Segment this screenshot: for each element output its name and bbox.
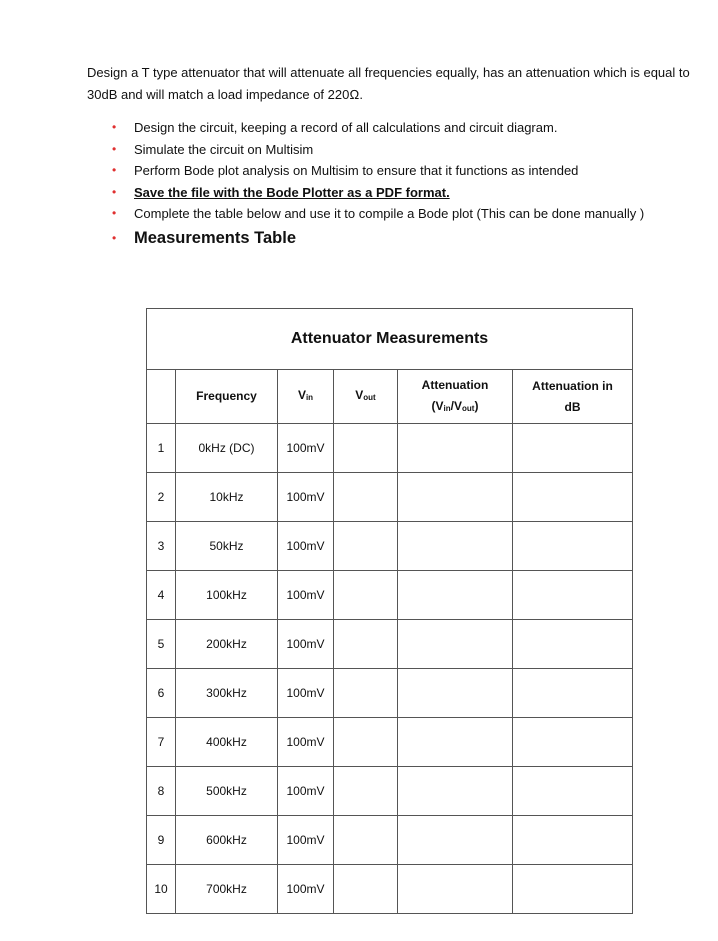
table-row	[147, 522, 633, 571]
intro-paragraph: Design a T type attenuator that will attenuate all frequencies equally, has an attenuation which is equal to 30dB and will match a load impedance of 220Ω.	[87, 65, 690, 102]
task-item-save-pdf: • Save the file with the Bode Plotter as a PDF format.	[106, 182, 706, 204]
cell-vin: 100mV	[278, 620, 334, 669]
cell-attenuation[interactable]	[398, 816, 513, 865]
row-number: 8	[147, 767, 176, 816]
cell-vout[interactable]	[334, 571, 398, 620]
cell-vin: 100mV	[278, 767, 334, 816]
cell-attenuation-db[interactable]	[513, 669, 633, 718]
cell-attenuation-db[interactable]	[513, 816, 633, 865]
row-number: 7	[147, 718, 176, 767]
cell-attenuation[interactable]	[398, 718, 513, 767]
task-item: • Simulate the circuit on Multisim	[106, 139, 706, 161]
task-item: • Complete the table below and use it to compile a Bode plot (This can be done manually )	[106, 203, 706, 225]
cell-attenuation[interactable]	[398, 522, 513, 571]
cell-vout[interactable]	[334, 718, 398, 767]
row-number: 9	[147, 816, 176, 865]
header-attenuation-db: Attenuation in dB	[513, 370, 633, 424]
cell-attenuation-db[interactable]	[513, 473, 633, 522]
cell-vin: 100mV	[278, 816, 334, 865]
cell-frequency: 600kHz	[176, 816, 278, 865]
cell-frequency: 400kHz	[176, 718, 278, 767]
row-number: 5	[147, 620, 176, 669]
table-header-row	[147, 370, 633, 424]
header-vout: $V_{out}$	[334, 370, 398, 424]
cell-vout[interactable]	[334, 620, 398, 669]
row-number: 10	[147, 865, 176, 914]
cell-vout[interactable]	[334, 669, 398, 718]
bullet-icon: •	[112, 120, 117, 134]
cell-frequency: 10kHz	[176, 473, 278, 522]
table-row	[147, 424, 633, 473]
cell-vout[interactable]	[334, 865, 398, 914]
cell-attenuation-db[interactable]	[513, 571, 633, 620]
table-row	[147, 571, 633, 620]
table-row	[147, 473, 633, 522]
table-row	[147, 718, 633, 767]
cell-vout[interactable]	[334, 816, 398, 865]
cell-attenuation[interactable]	[398, 865, 513, 914]
header-vin: $V_{in}$	[278, 370, 334, 424]
cell-attenuation-db[interactable]	[513, 718, 633, 767]
cell-vout[interactable]	[334, 767, 398, 816]
cell-frequency: 700kHz	[176, 865, 278, 914]
bullet-icon: •	[112, 141, 117, 156]
task-item: • Perform Bode plot analysis on Multisim to ensure that it functions as intended	[106, 160, 706, 182]
header-index	[147, 370, 176, 424]
cell-vin: 100mV	[278, 473, 334, 522]
cell-frequency: 100kHz	[176, 571, 278, 620]
cell-frequency: 0kHz (DC)	[176, 424, 278, 473]
task-item-measurements-table: • Measurements Table	[106, 228, 706, 250]
cell-vin: 100mV	[278, 424, 334, 473]
task-list	[106, 117, 706, 249]
cell-attenuation-db[interactable]	[513, 424, 633, 473]
cell-attenuation[interactable]	[398, 669, 513, 718]
row-number: 6	[147, 669, 176, 718]
cell-frequency: 200kHz	[176, 620, 278, 669]
cell-attenuation[interactable]	[398, 424, 513, 473]
row-number: 3	[147, 522, 176, 571]
cell-frequency: 300kHz	[176, 669, 278, 718]
table-row	[147, 767, 633, 816]
cell-vin: 100mV	[278, 522, 334, 571]
cell-attenuation[interactable]	[398, 767, 513, 816]
cell-vout[interactable]	[334, 522, 398, 571]
task-item: • Design the circuit, keeping a record of all calculations and circuit diagram.	[106, 117, 706, 139]
cell-vout[interactable]	[334, 473, 398, 522]
table-row	[147, 669, 633, 718]
bullet-icon: •	[112, 230, 117, 245]
cell-vin: 100mV	[278, 669, 334, 718]
table-row	[147, 620, 633, 669]
table-title: Attenuator Measurements	[147, 309, 633, 370]
cell-vin: 100mV	[278, 571, 334, 620]
cell-attenuation-db[interactable]	[513, 620, 633, 669]
cell-attenuation[interactable]	[398, 473, 513, 522]
bullet-icon: •	[112, 184, 117, 199]
cell-vout[interactable]	[334, 424, 398, 473]
header-frequency: Frequency	[176, 370, 278, 424]
cell-vin: 100mV	[278, 718, 334, 767]
cell-frequency: 50kHz	[176, 522, 278, 571]
cell-attenuation-db[interactable]	[513, 767, 633, 816]
cell-attenuation[interactable]	[398, 571, 513, 620]
cell-vin: 100mV	[278, 865, 334, 914]
cell-frequency: 500kHz	[176, 767, 278, 816]
cell-attenuation[interactable]	[398, 620, 513, 669]
row-number: 1	[147, 424, 176, 473]
table-row	[147, 865, 633, 914]
cell-attenuation-db[interactable]	[513, 865, 633, 914]
bullet-icon: •	[112, 163, 117, 177]
header-attenuation-ratio: Attenuation $(V_{in}/V_{out})$	[398, 370, 513, 424]
table-title-row	[147, 309, 633, 370]
row-number: 4	[147, 571, 176, 620]
row-number: 2	[147, 473, 176, 522]
bullet-icon: •	[112, 206, 117, 220]
table-row	[147, 816, 633, 865]
measurements-table	[146, 308, 633, 914]
cell-attenuation-db[interactable]	[513, 522, 633, 571]
